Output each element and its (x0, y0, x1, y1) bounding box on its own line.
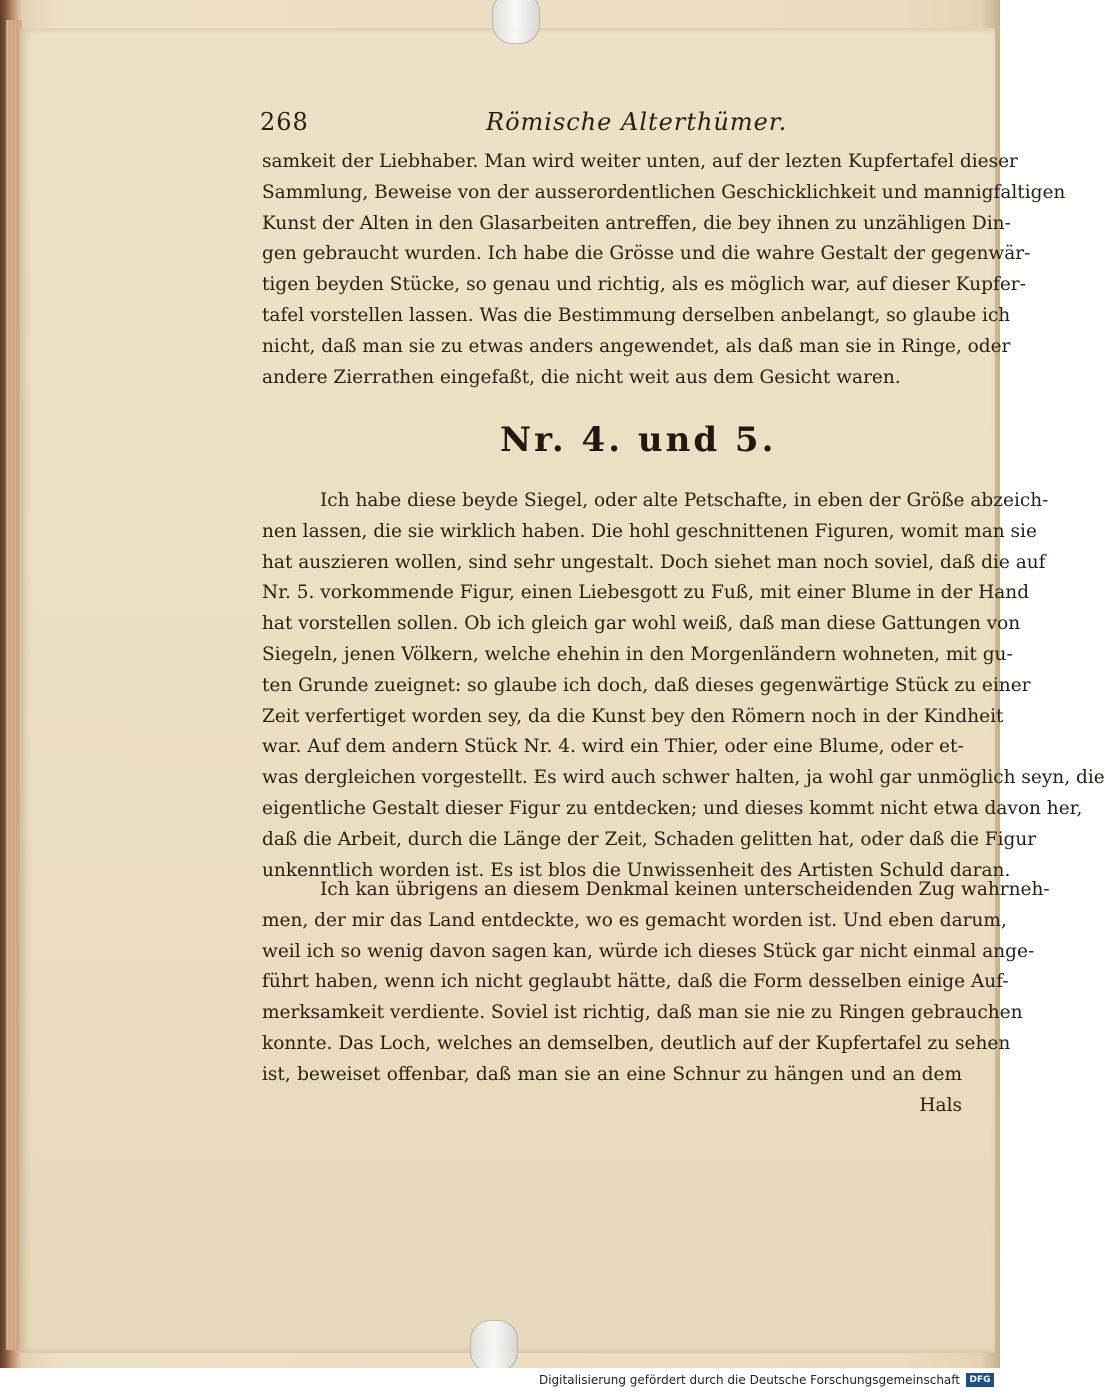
page-number: 268 (260, 108, 309, 136)
paragraph-3 (262, 875, 1050, 1121)
text-line: Ich habe diese beyde Siegel, oder alte Petschafte, in eben der Größe abzeich- (320, 490, 1049, 511)
text-line: war. Auf dem andern Stück Nr. 4. wird ein Thier, oder eine Blume, oder et- (262, 736, 964, 758)
text-line: Kunst der Alten in den Glasarbeiten antreffen, die bey ihnen zu unzähligen Din- (262, 212, 1011, 234)
text-line: nicht, daß man sie zu etwas anders angewendet, als daß man sie in Ringe, oder (262, 335, 1011, 357)
text-line: Zeit verfertiget worden sey, da die Kunst bey den Römern noch in der Kindheit (262, 705, 1004, 727)
catchword: Hals (919, 1094, 962, 1116)
paragraph-2 (262, 486, 1105, 886)
text-line: daß die Arbeit, durch die Länge der Zeit, Schaden gelitten hat, oder daß die Figur (262, 828, 1037, 850)
running-head (260, 108, 920, 142)
text-line: hat vorstellen sollen. Ob ich gleich gar wohl weiß, daß man diese Gattungen von (262, 613, 1021, 635)
text-line: tafel vorstellen lassen. Was die Bestimmung derselben anbelangt, so glaube ich (262, 304, 1011, 326)
text-line: Nr. 5. vorkommende Figur, einen Liebesgott zu Fuß, mit einer Blume in der Hand (262, 582, 1030, 604)
section-heading: Nr. 4. und 5. (500, 420, 777, 460)
running-title: Römische Alterthümer. (486, 108, 788, 136)
text-line: Ich kan übrigens an diesem Denkmal keinen unterscheidenden Zug wahrneh- (320, 879, 1050, 900)
text-line: was dergleichen vorgestellt. Es wird auch schwer halten, ja wohl gar unmöglich seyn, die (262, 767, 1105, 789)
text-line: nen lassen, die sie wirklich haben. Die hohl geschnittenen Figuren, womit man sie (262, 520, 1037, 542)
book-clip-top (492, 0, 540, 44)
text-line: konnte. Das Loch, welches an demselben, deutlich auf der Kupfertafel zu sehen (262, 1032, 1011, 1054)
text-line: ten Grunde zueignet: so glaube ich doch, daß dieses gegenwärtige Stück zu einer (262, 674, 1031, 696)
book-clip-bottom (470, 1320, 518, 1372)
text-line: eigentliche Gestalt dieser Figur zu entdecken; und dieses kommt nicht etwa davon her, (262, 797, 1083, 819)
text-line: merksamkeit verdiente. Soviel ist richtig, daß man sie nie zu Ringen gebrauchen (262, 1002, 1023, 1024)
text-line: andere Zierrathen eingefaßt, die nicht weit aus dem Gesicht waren. (262, 366, 901, 388)
text-line: Siegeln, jenen Völkern, welche ehehin in den Morgenländern wohneten, mit gu- (262, 643, 1013, 665)
text-line: führt haben, wenn ich nicht geglaubt hätte, daß die Form desselben einige Auf- (262, 971, 1009, 993)
funding-credit: Digitalisierung gefördert durch die Deutsche Forschungsgemeinschaft (538, 1373, 960, 1387)
text-line: Sammlung, Beweise von der ausserordentlichen Geschicklichkeit und mannigfaltigen (262, 181, 1066, 203)
footer-bar (0, 1368, 1000, 1394)
text-line: tigen beyden Stücke, so genau und richtig, als es möglich war, auf dieser Kupfer- (262, 274, 1026, 296)
text-line: ist, beweiset offenbar, daß man sie an eine Schnur zu hängen und an dem (262, 1063, 962, 1085)
text-line: gen gebraucht wurden. Ich habe die Grösse und die wahre Gestalt der gegenwär- (262, 243, 1031, 265)
text-line: weil ich so wenig davon sagen kan, würde ich dieses Stück gar nicht einmal ange- (262, 940, 1035, 962)
text-line: men, der mir das Land entdeckte, wo es gemacht worden ist. Und eben darum, (262, 909, 1007, 931)
text-line: samkeit der Liebhaber. Man wird weiter unten, auf der lezten Kupfertafel dieser (262, 151, 1018, 172)
dfg-logo: DFG (966, 1373, 994, 1387)
text-line: unkenntlich worden ist. Es ist blos die Unwissenheit des Artisten Schuld daran. (262, 859, 1011, 881)
paragraph-1 (262, 147, 1066, 393)
text-line: hat auszieren wollen, sind sehr ungestalt. Doch siehet man noch soviel, daß die auf (262, 551, 1046, 573)
